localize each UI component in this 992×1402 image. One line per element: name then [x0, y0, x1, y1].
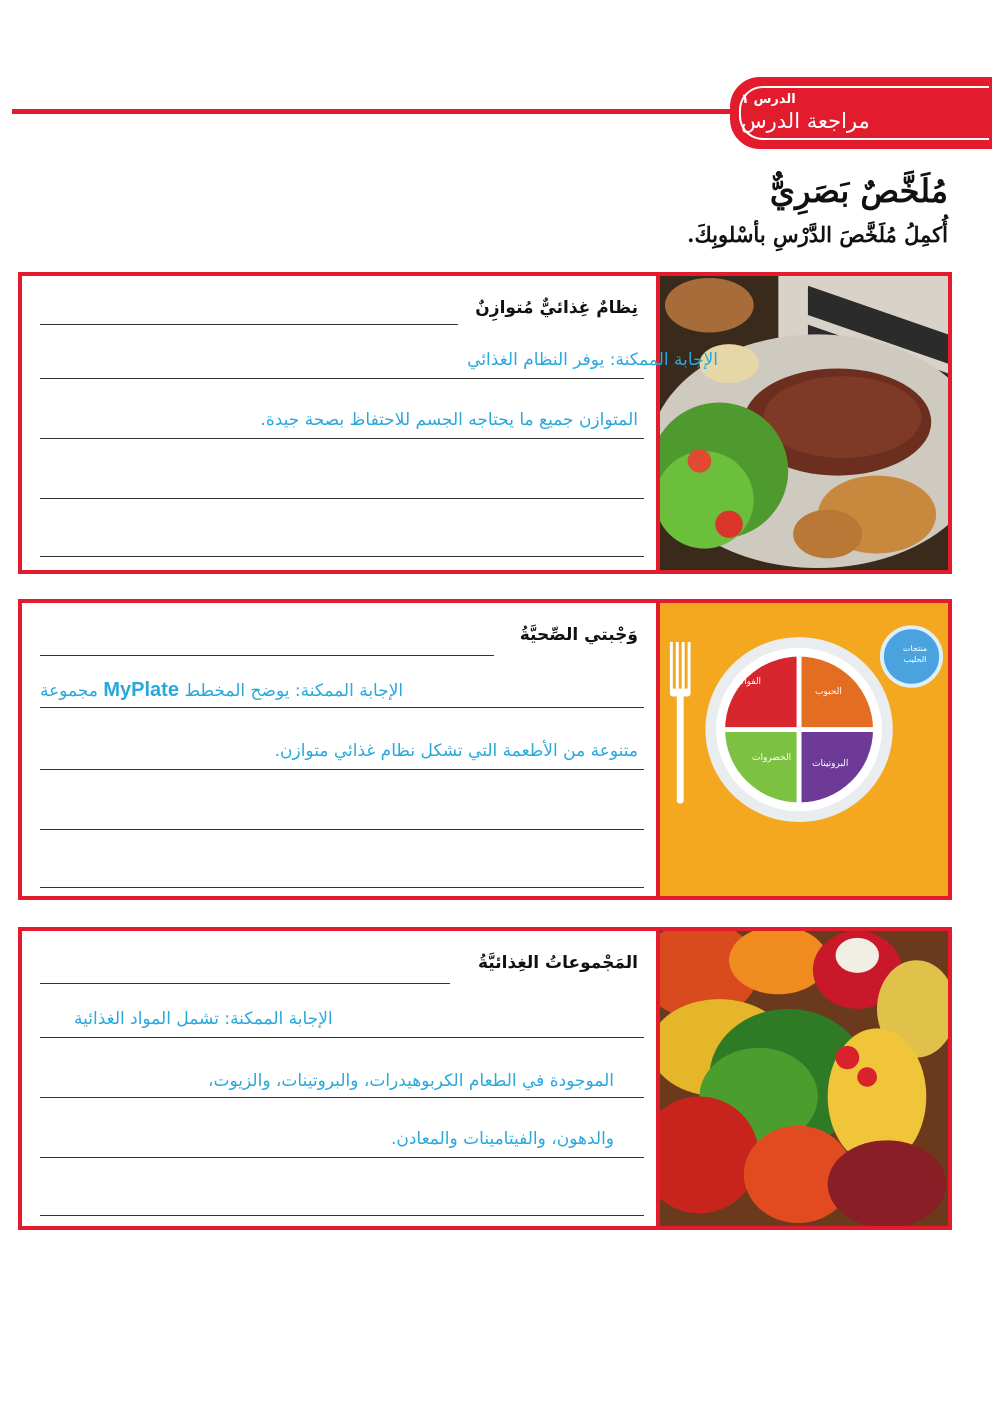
writing-line	[40, 556, 644, 557]
lesson-number: الدرس ١	[741, 92, 796, 107]
plate-label-grains: الحبوب	[815, 687, 842, 697]
answer-line: الإجابة الممكنة: تشمل المواد الغذائية	[74, 1009, 333, 1029]
card-heading: نِظامٌ غِذائيٌّ مُتوازِنٌ	[475, 298, 638, 318]
answer-line: المتوازن جميع ما يحتاجه الجسم للاحتفاظ بصحة جيدة.	[260, 410, 638, 430]
lesson-title: مراجعة الدرس	[741, 109, 870, 133]
summary-card-healthy-meal	[18, 599, 952, 900]
writing-line	[40, 378, 644, 379]
section-subtitle: أُكمِلُ مُلَخَّصَ الدَّرْسِ بأسْلوبِكَ.	[687, 222, 948, 247]
answer-line	[40, 679, 403, 702]
writing-line	[40, 707, 644, 708]
writing-line	[40, 324, 458, 325]
writing-line	[40, 887, 644, 888]
writing-line	[40, 769, 644, 770]
summary-card-food-groups	[18, 927, 952, 1230]
myplate-brand-text: MyPlate	[103, 679, 179, 701]
lesson-tab	[730, 77, 992, 149]
plate-label-fruits: الفواكه	[735, 677, 762, 687]
writing-line	[40, 438, 644, 439]
writing-line	[40, 1215, 644, 1216]
header-rule	[12, 109, 752, 114]
plate-label-protein: البروتينات	[812, 759, 849, 769]
answer-line: الإجابة الممكنة: يوفر النظام الغذائي	[467, 350, 718, 370]
writing-line	[40, 829, 644, 830]
writing-line	[40, 983, 450, 984]
summary-card-balanced-diet	[18, 272, 952, 574]
writing-line	[40, 1037, 644, 1038]
writing-line	[40, 498, 644, 499]
writing-line	[40, 655, 494, 656]
plate-label-vegetables: الخضروات	[752, 753, 792, 763]
writing-line	[40, 1097, 644, 1098]
food-groups-photo	[656, 931, 948, 1226]
answer-text: مجموعة	[40, 681, 98, 701]
myplate-diagram	[656, 603, 948, 896]
card-heading: المَجْموعاتُ الغِذائيَّةُ	[478, 953, 638, 973]
dairy-label: منتجات الحليب	[902, 644, 928, 664]
writing-line	[40, 1157, 644, 1158]
answer-line: الموجودة في الطعام الكربوهيدرات، والبروتينات، والزيوت،	[208, 1071, 614, 1091]
section-title: مُلَخَّصٌ بَصَرِيٌّ	[769, 172, 948, 210]
answer-line: والدهون، والفيتامينات والمعادن.	[390, 1129, 614, 1149]
card-heading: وَجْبتي الصِّحيَّةُ	[519, 625, 638, 645]
answer-line: متنوعة من الأطعمة التي تشكل نظام غذائي متوازن.	[274, 741, 638, 761]
answer-text: الإجابة الممكنة: يوضح المخطط	[184, 681, 404, 701]
balanced-meal-photo	[656, 276, 948, 570]
